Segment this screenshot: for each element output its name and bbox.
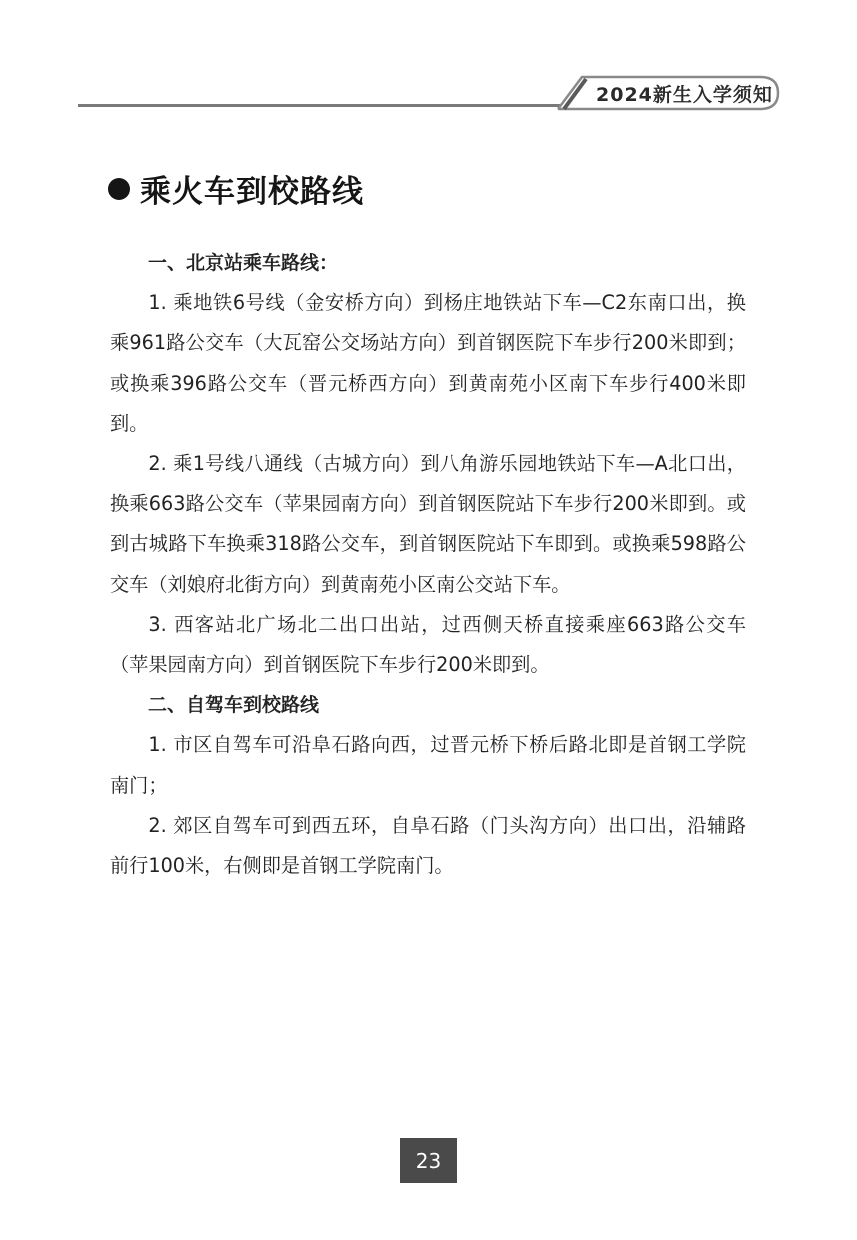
header-rule (78, 104, 570, 107)
body-content (110, 243, 746, 886)
route-paragraph-1: 1. 乘地铁6号线（金安桥方向）到杨庄地铁站下车—C2东南口出，换乘961路公交车（大瓦窑公交场站方向）到首钢医院下车步行200米即到；或换乘396路公交车（晋元桥西方向）到黄南苑小区南下车步行400米即到。 (110, 291, 746, 435)
section-heading (108, 166, 364, 211)
subheading-self-drive: 二、自驾车到校路线 (148, 694, 320, 717)
section-title: 乘火车到校路线 (140, 174, 364, 210)
page-number: 23 (400, 1138, 457, 1183)
header-title: 2024新生入学须知 (596, 84, 773, 106)
route-paragraph-2: 2. 乘1号线八通线（古城方向）到八角游乐园地铁站下车—A北口出，换乘663路公交车（苹果园南方向）到首钢医院站下车步行200米即到。或到古城路下车换乘318路公交车，到首钢医院站下车即到。或换乘598路公交车（刘娘府北街方向）到黄南苑小区南公交站下车。 (110, 452, 746, 596)
subheading-beijing-station: 一、北京站乘车路线： (148, 252, 339, 274)
route-paragraph-3: 3. 西客站北广场北二出口出站，过西侧天桥直接乘座663路公交车（苹果园南方向）到首钢医院下车步行200米即到。 (110, 612, 746, 677)
bullet-icon (108, 178, 130, 200)
drive-paragraph-2: 2. 郊区自驾车可到西五环，自阜石路（门头沟方向）出口出，沿辅路前行100米，右侧即是首钢工学院南门。 (110, 813, 746, 878)
drive-paragraph-1: 1. 市区自驾车可沿阜石路向西，过晋元桥下桥后路北即是首钢工学院南门； (110, 733, 746, 797)
